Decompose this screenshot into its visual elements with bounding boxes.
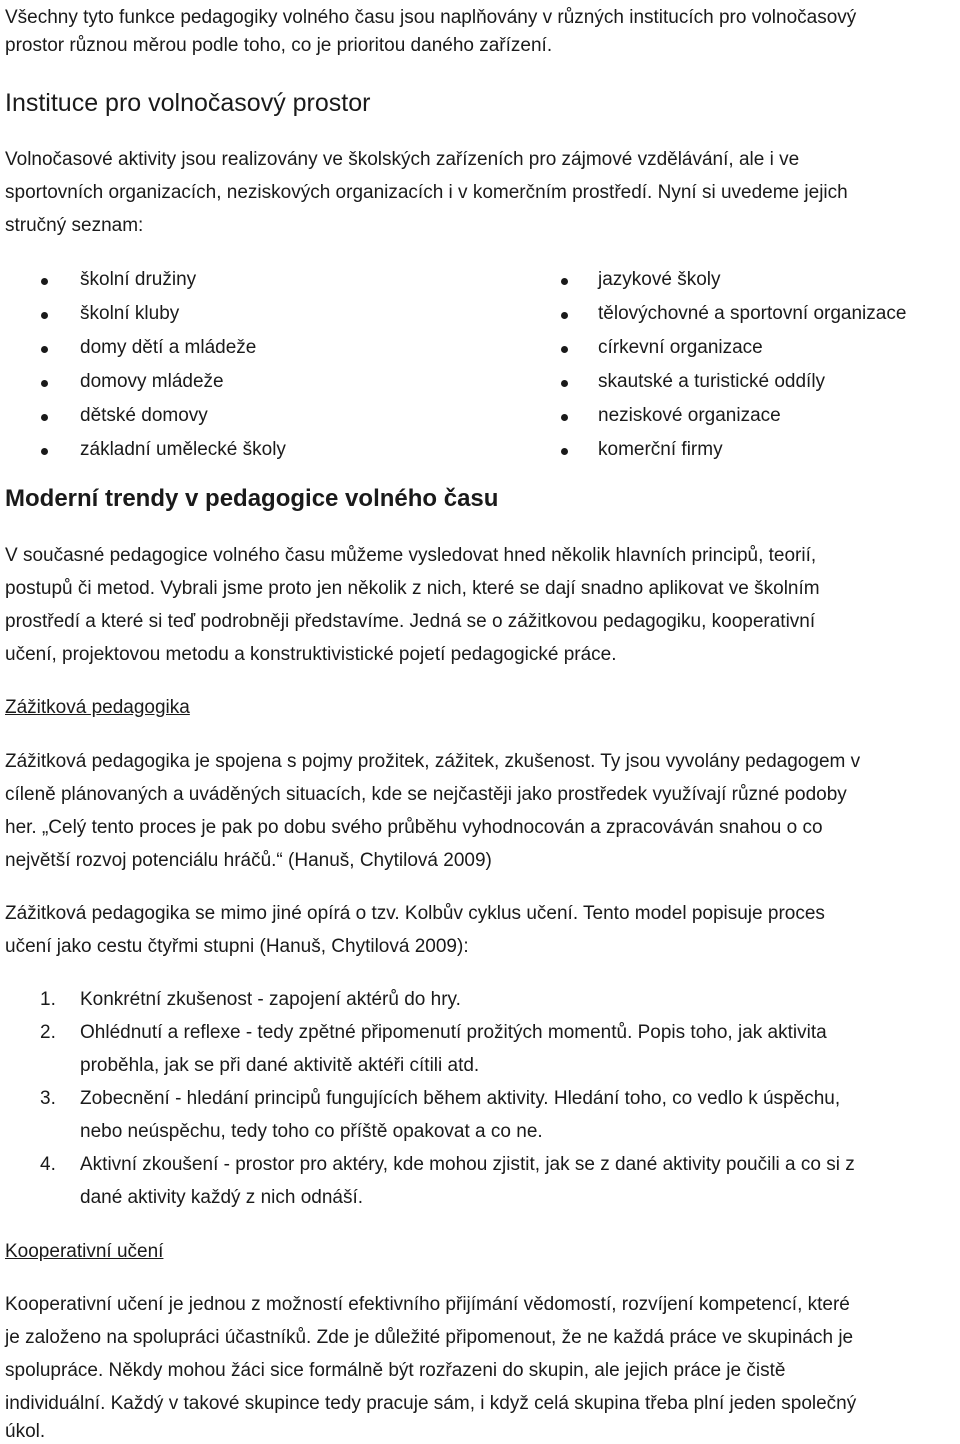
- paragraph-line: cíleně plánovaných a uváděných situacích, kde se nejčastěji jako prostředek využívají různé podoby: [5, 784, 847, 805]
- step-text: Zobecnění - hledání principů fungujících během aktivity. Hledání toho, co vedlo k úspěchu,: [80, 1088, 841, 1109]
- list-item: školní družiny: [80, 269, 197, 290]
- step-text: proběhla, jak se při dané aktivitě aktéři cítili atd.: [80, 1055, 480, 1076]
- bullet-icon: [561, 448, 568, 455]
- paragraph-line: úkol.: [5, 1421, 46, 1442]
- paragraph-line: V současné pedagogice volného času můžeme vysledovat hned několik hlavních principů, teorií,: [5, 545, 817, 566]
- paragraph-line: Zážitková pedagogika se mimo jiné opírá o tzv. Kolbův cyklus učení. Tento model popisuje proces: [5, 903, 825, 924]
- bullet-icon: [561, 346, 568, 353]
- bullet-icon: [41, 278, 48, 285]
- step-text: nebo neúspěchu, tedy toho co příště opakovat a co ne.: [80, 1121, 543, 1142]
- paragraph-line: Volnočasové aktivity jsou realizovány ve školských zařízeních pro zájmové vzdělávání, ale i ve: [5, 149, 800, 170]
- step-number: 1.: [40, 989, 56, 1010]
- paragraph-line: sportovních organizacích, neziskových organizacích i v komerčním prostředí. Nyní si uvedeme jejich: [5, 182, 848, 203]
- paragraph-line: stručný seznam:: [5, 215, 144, 236]
- bullet-icon: [41, 312, 48, 319]
- bullet-icon: [41, 346, 48, 353]
- list-item: skautské a turistické oddíly: [598, 371, 826, 392]
- list-item: neziskové organizace: [598, 405, 781, 426]
- paragraph-line: učení jako cestu čtyřmi stupni (Hanuš, Chytilová 2009):: [5, 936, 469, 957]
- list-item: domy dětí a mládeže: [80, 337, 257, 358]
- step-text: Ohlédnutí a reflexe - tedy zpětné připomenutí prožitých momentů. Popis toho, jak aktivita: [80, 1022, 827, 1043]
- list-item: školní kluby: [80, 303, 180, 324]
- paragraph-line: prostředí a které si teď podrobněji představíme. Jedná se o zážitkovou pedagogiku, kooperativní: [5, 611, 816, 632]
- paragraph-line: spolupráce. Někdy mohou žáci sice formálně být rozřazeni do skupin, ale jejich práce je čistě: [5, 1360, 786, 1381]
- paragraph-line: postupů či metod. Vybrali jsme proto jen několik z nich, které se dají snadno aplikovat ve školním: [5, 578, 820, 599]
- list-item: domovy mládeže: [80, 371, 224, 392]
- bullet-icon: [561, 414, 568, 421]
- list-item: základní umělecké školy: [80, 439, 286, 460]
- step-number: 4.: [40, 1154, 56, 1175]
- paragraph-line: je založeno na spolupráci účastníků. Zde je důležité připomenout, že ne každá práce ve skupinách je: [5, 1327, 854, 1348]
- bullet-icon: [41, 448, 48, 455]
- subheading-zazitkova-pedagogika: Zážitková pedagogika: [5, 697, 190, 718]
- list-item: jazykové školy: [598, 269, 721, 290]
- bullet-icon: [561, 278, 568, 285]
- bullet-icon: [561, 312, 568, 319]
- step-number: 2.: [40, 1022, 56, 1043]
- paragraph-line: her. „Celý tento proces je pak po dobu svého průběhu vyhodnocován a zpracováván snahou o co: [5, 817, 823, 838]
- step-text: Konkrétní zkušenost - zapojení aktérů do hry.: [80, 989, 461, 1010]
- bullet-icon: [561, 380, 568, 387]
- intro-line-2: prostor různou měrou podle toho, co je prioritou daného zařízení.: [5, 35, 553, 56]
- step-text: dané aktivity každý z nich odnáší.: [80, 1187, 364, 1208]
- list-item: církevní organizace: [598, 337, 763, 358]
- paragraph-line: Kooperativní učení je jednou z možností efektivního přijímání vědomostí, rozvíjení kompetencí, které: [5, 1294, 850, 1315]
- paragraph-line: individuální. Každý v takové skupince tedy pracuje sám, i když celá skupina třeba plní jeden společný: [5, 1393, 857, 1414]
- bullet-icon: [41, 414, 48, 421]
- paragraph-line: největší rozvoj potenciálu hráčů.“ (Hanuš, Chytilová 2009): [5, 850, 492, 871]
- intro-line-1: Všechny tyto funkce pedagogiky volného času jsou naplňovány v různých institucích pro volnočasový: [5, 7, 857, 28]
- bullet-icon: [41, 380, 48, 387]
- list-item: komerční firmy: [598, 439, 723, 460]
- step-number: 3.: [40, 1088, 56, 1109]
- step-text: Aktivní zkoušení - prostor pro aktéry, kde mohou zjistit, jak se z dané aktivity poučili a co si z: [80, 1154, 855, 1175]
- section-heading-moderni-trendy: Moderní trendy v pedagogice volného času: [5, 485, 499, 512]
- subheading-kooperativni-uceni: Kooperativní učení: [5, 1241, 164, 1262]
- paragraph-line: Zážitková pedagogika je spojena s pojmy prožitek, zážitek, zkušenost. Ty jsou vyvolány pedagogem v: [5, 751, 861, 772]
- list-item: dětské domovy: [80, 405, 208, 426]
- paragraph-line: učení, projektovou metodu a konstruktivistické pojetí pedagogické práce.: [5, 644, 617, 665]
- list-item: tělovýchovné a sportovní organizace: [598, 303, 907, 324]
- section-heading-instituce: Instituce pro volnočasový prostor: [5, 89, 371, 117]
